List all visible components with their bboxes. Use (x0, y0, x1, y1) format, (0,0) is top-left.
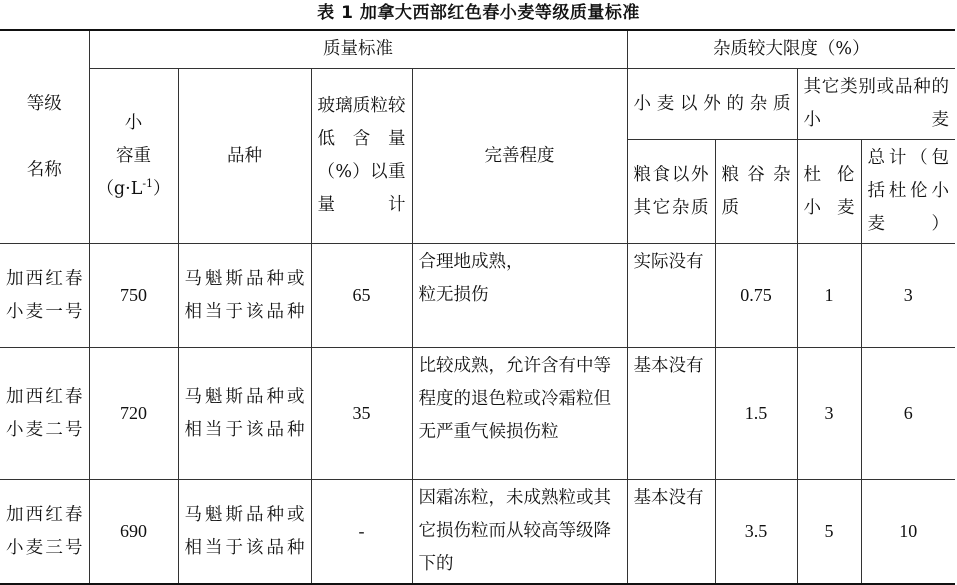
cereal-cell: 1.5 (715, 348, 797, 480)
header-test-weight (89, 69, 178, 244)
cereal-cell: 0.75 (715, 244, 797, 348)
header-durum: 杜伦小麦 (797, 140, 861, 244)
cereal-cell: 3.5 (715, 480, 797, 585)
grade-cell: 加西红春小麦三号 (0, 480, 89, 585)
table-caption: 表 1 加拿大西部红色春小麦等级质量标准 (317, 3, 640, 23)
header-test-weight-label: 小 容重 (116, 112, 151, 166)
durum-cell: 5 (797, 480, 861, 585)
variety-cell: 马魁斯品种或相当于该品种 (178, 348, 311, 480)
soundness-cell: 比较成熟，允许含有中等程度的退色粒或冷霜粒但无严重气候损伤粒 (412, 348, 627, 480)
non-grain-cell: 实际没有 (627, 244, 715, 348)
grade-cell: 加西红春小麦一号 (0, 244, 89, 348)
table-row (0, 348, 955, 480)
header-quality-standard: 质量标准 (89, 30, 627, 69)
variety-cell: 马魁斯品种或相当于该品种 (178, 244, 311, 348)
table-row (0, 244, 955, 348)
test-weight-cell: 720 (89, 348, 178, 480)
non-grain-cell: 基本没有 (627, 480, 715, 585)
variety-cell: 马魁斯品种或相当于该品种 (178, 480, 311, 585)
soundness-cell: 因霜冻粒，未成熟粒或其它损伤粒而从较高等级降下的 (412, 480, 627, 585)
non-grain-cell: 基本没有 (627, 348, 715, 480)
test-weight-cell: 750 (89, 244, 178, 348)
header-soundness: 完善程度 (412, 69, 627, 244)
header-foreign-material: 小麦以外的杂质 (627, 69, 797, 140)
vitreous-cell: 65 (311, 244, 412, 348)
table-row (0, 480, 955, 585)
total-cell: 3 (861, 244, 955, 348)
header-impurity-max: 杂质较大限度（%） (627, 30, 955, 69)
total-cell: 6 (861, 348, 955, 480)
test-weight-cell: 690 (89, 480, 178, 585)
header-cereal-grains: 粮谷杂质 (715, 140, 797, 244)
header-variety: 品种 (178, 69, 311, 244)
grade-cell: 加西红春小麦二号 (0, 348, 89, 480)
header-total: 总计（包括杜伦小麦） (861, 140, 955, 244)
header-grade-name: 等级 名称 (0, 30, 89, 244)
durum-cell: 3 (797, 348, 861, 480)
durum-cell: 1 (797, 244, 861, 348)
soundness-cell: 合理地成熟， 粒无损伤 (412, 244, 627, 348)
vitreous-cell: - (311, 480, 412, 585)
header-test-weight-unit: $(g\cdot L^{-1})$ (96, 176, 171, 199)
header-non-grain: 粮食以外其它杂质 (627, 140, 715, 244)
header-vitreous: 玻璃质粒较低含量（%）以重量计 (311, 69, 412, 244)
header-other-classes: 其它类别或品种的小麦 (797, 69, 955, 140)
vitreous-cell: 35 (311, 348, 412, 480)
total-cell: 10 (861, 480, 955, 585)
grade-quality-table (0, 29, 955, 585)
